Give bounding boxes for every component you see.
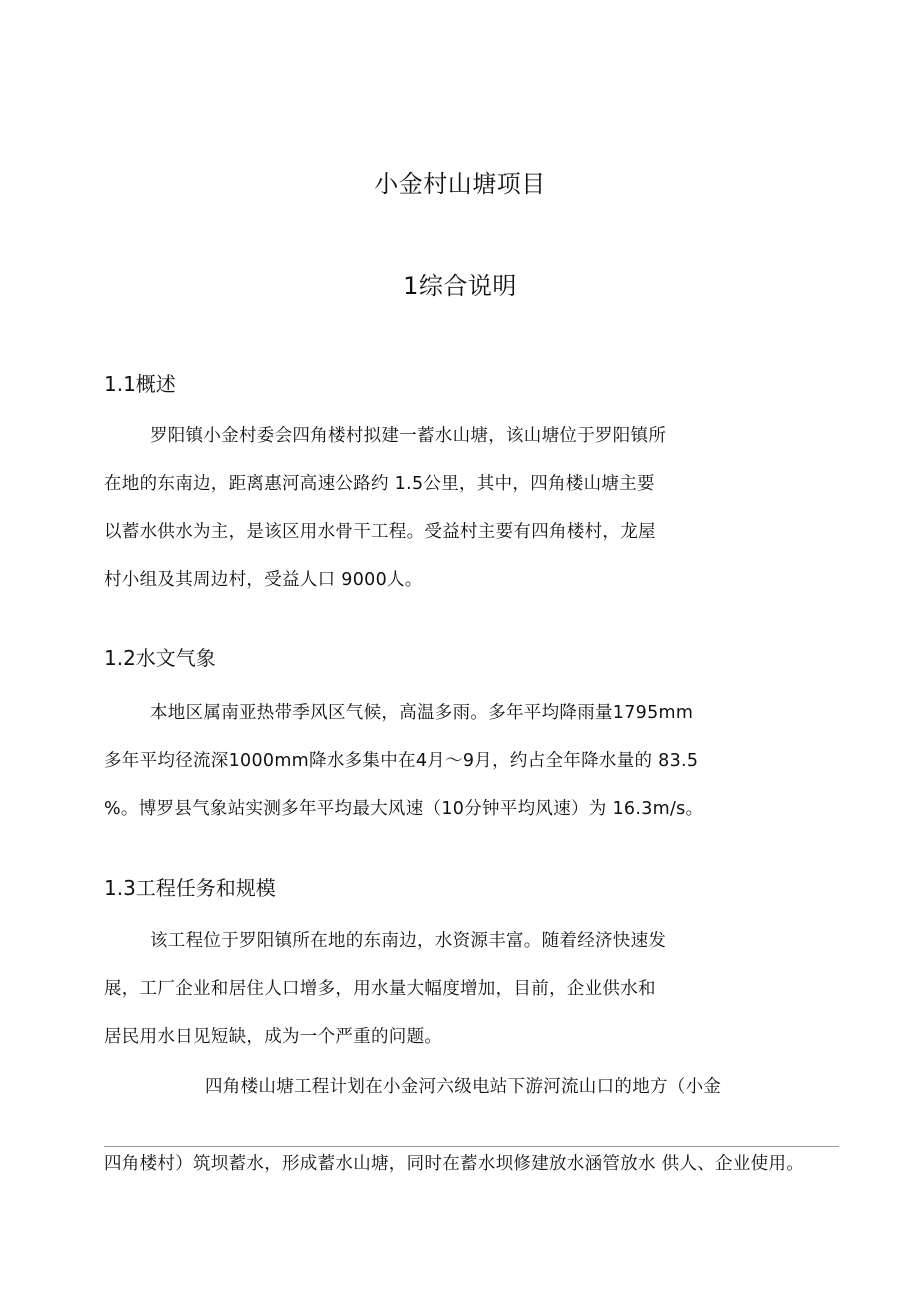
section-heading-hydrology: 1.2水文气象 bbox=[104, 646, 216, 670]
paragraph-line: 展，工厂企业和居住人口增多，用水量大幅度增加，目前，企业供水和 bbox=[104, 979, 656, 999]
paragraph-line: 村小组及其周边村，受益人口 9000人。 bbox=[104, 570, 423, 590]
paragraph-line: 四角楼村）筑坝蓄水，形成蓄水山塘，同时在蓄水坝修建放水涵管放水 供人、企业使用。 bbox=[104, 1154, 805, 1174]
paragraph-line: 罗阳镇小金村委会四角楼村拟建一蓄水山塘，该山塘位于罗阳镇所 bbox=[150, 426, 667, 446]
paragraph-line: %。博罗县气象站实测多年平均最大风速（10分钟平均风速）为 16.3m/s。 bbox=[104, 799, 704, 819]
horizontal-rule bbox=[104, 1146, 839, 1147]
section-heading-overview: 1.1概述 bbox=[104, 372, 176, 396]
paragraph-line: 在地的东南边，距离惠河高速公路约 1.5公里，其中，四角楼山塘主要 bbox=[104, 474, 655, 494]
document-title: 小金村山塘项目 bbox=[374, 170, 546, 198]
paragraph-line: 本地区属南亚热带季风区气候，高温多雨。多年平均降雨量1795mm bbox=[150, 703, 694, 723]
paragraph-line: 四角楼山塘工程计划在小金河六级电站下游河流山口的地方（小金 bbox=[205, 1077, 722, 1097]
chapter-title: 1综合说明 bbox=[403, 272, 517, 300]
paragraph-line: 居民用水日见短缺，成为一个严重的问题。 bbox=[104, 1027, 443, 1047]
paragraph-line: 该工程位于罗阳镇所在地的东南边，水资源丰富。随着经济快速发 bbox=[150, 931, 667, 951]
paragraph-line: 多年平均径流深1000mm降水多集中在4月～9月，约占全年降水量的 83.5 bbox=[104, 751, 699, 771]
paragraph-line: 以蓄水供水为主，是该区用水骨干工程。受益村主要有四角楼村，龙屋 bbox=[104, 522, 656, 542]
section-heading-tasks-scale: 1.3工程任务和规模 bbox=[104, 876, 276, 900]
